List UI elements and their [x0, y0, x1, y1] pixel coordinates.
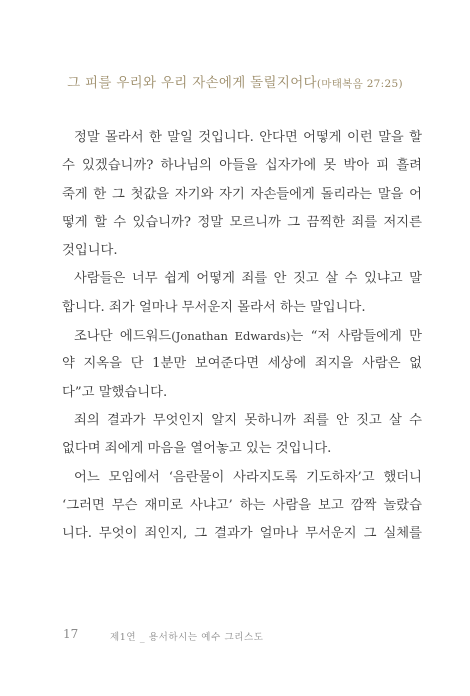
- page-body: [62, 124, 422, 548]
- body-line: 죄의 결과가 무엇인지 알지 못하니까 죄를 안 짓고 살 수: [74, 412, 422, 428]
- body-line: 정말 몰라서 한 말일 것입니다. 안다면 어떻게 이런 말을 할: [74, 130, 422, 145]
- author-name-latin: (Jonathan Edwards): [171, 329, 291, 344]
- body-line: 것입니다.: [62, 243, 118, 259]
- quote-start: 는 “저 사람들에게 만: [290, 329, 422, 345]
- chapter-heading: [0, 71, 470, 91]
- body-line: ‘그러면 무슨 재미로 사냐고’ 하는 사람을 보고 깜짝 놀랐습: [62, 497, 422, 513]
- body-line: [62, 322, 422, 350]
- page-footer: [0, 627, 470, 647]
- body-line: 떻게 할 수 있습니까? 정말 모르니까 그 끔찍한 죄를 저지른: [62, 214, 422, 230]
- author-name-korean: 조나단 에드워드: [74, 329, 172, 345]
- body-line: 사람들은 너무 쉽게 어떻게 죄를 안 짓고 살 수 있냐고 말: [74, 271, 422, 287]
- body-line: 죽게 한 그 첫값을 자기와 자기 자손들에게 돌리라는 말을 어: [62, 186, 422, 202]
- running-footer-chapter: 제1연 _ 용서하시는 예수 그리스도: [110, 632, 264, 643]
- page-number: 17: [63, 627, 79, 641]
- heading-title: 그 피를 우리와 우리 자손에게 돌릴지어다: [67, 75, 317, 91]
- body-line: 합니다. 죄가 얼마나 무서운지 몰라서 하는 말입니다.: [62, 299, 366, 315]
- body-line: 다”고 말했습니다.: [62, 384, 168, 400]
- body-line: 수 있겠습니까? 하나님의 아들을 십자가에 못 박아 피 흘려: [62, 158, 422, 174]
- scripture-reference: (마태복음 27:25): [316, 78, 403, 90]
- body-line: 니다. 무엇이 죄인지, 그 결과가 얼마나 무서운지 그 실체를: [62, 526, 422, 542]
- body-line: 어느 모임에서 ‘음란물이 사라지도록 기도하자’고 했더니: [74, 469, 422, 485]
- body-line: 약 지옥을 단 1분만 보여준다면 세상에 죄지을 사람은 없: [62, 356, 422, 372]
- body-line: 없다며 죄에게 마음을 열어놓고 있는 것입니다.: [62, 441, 332, 457]
